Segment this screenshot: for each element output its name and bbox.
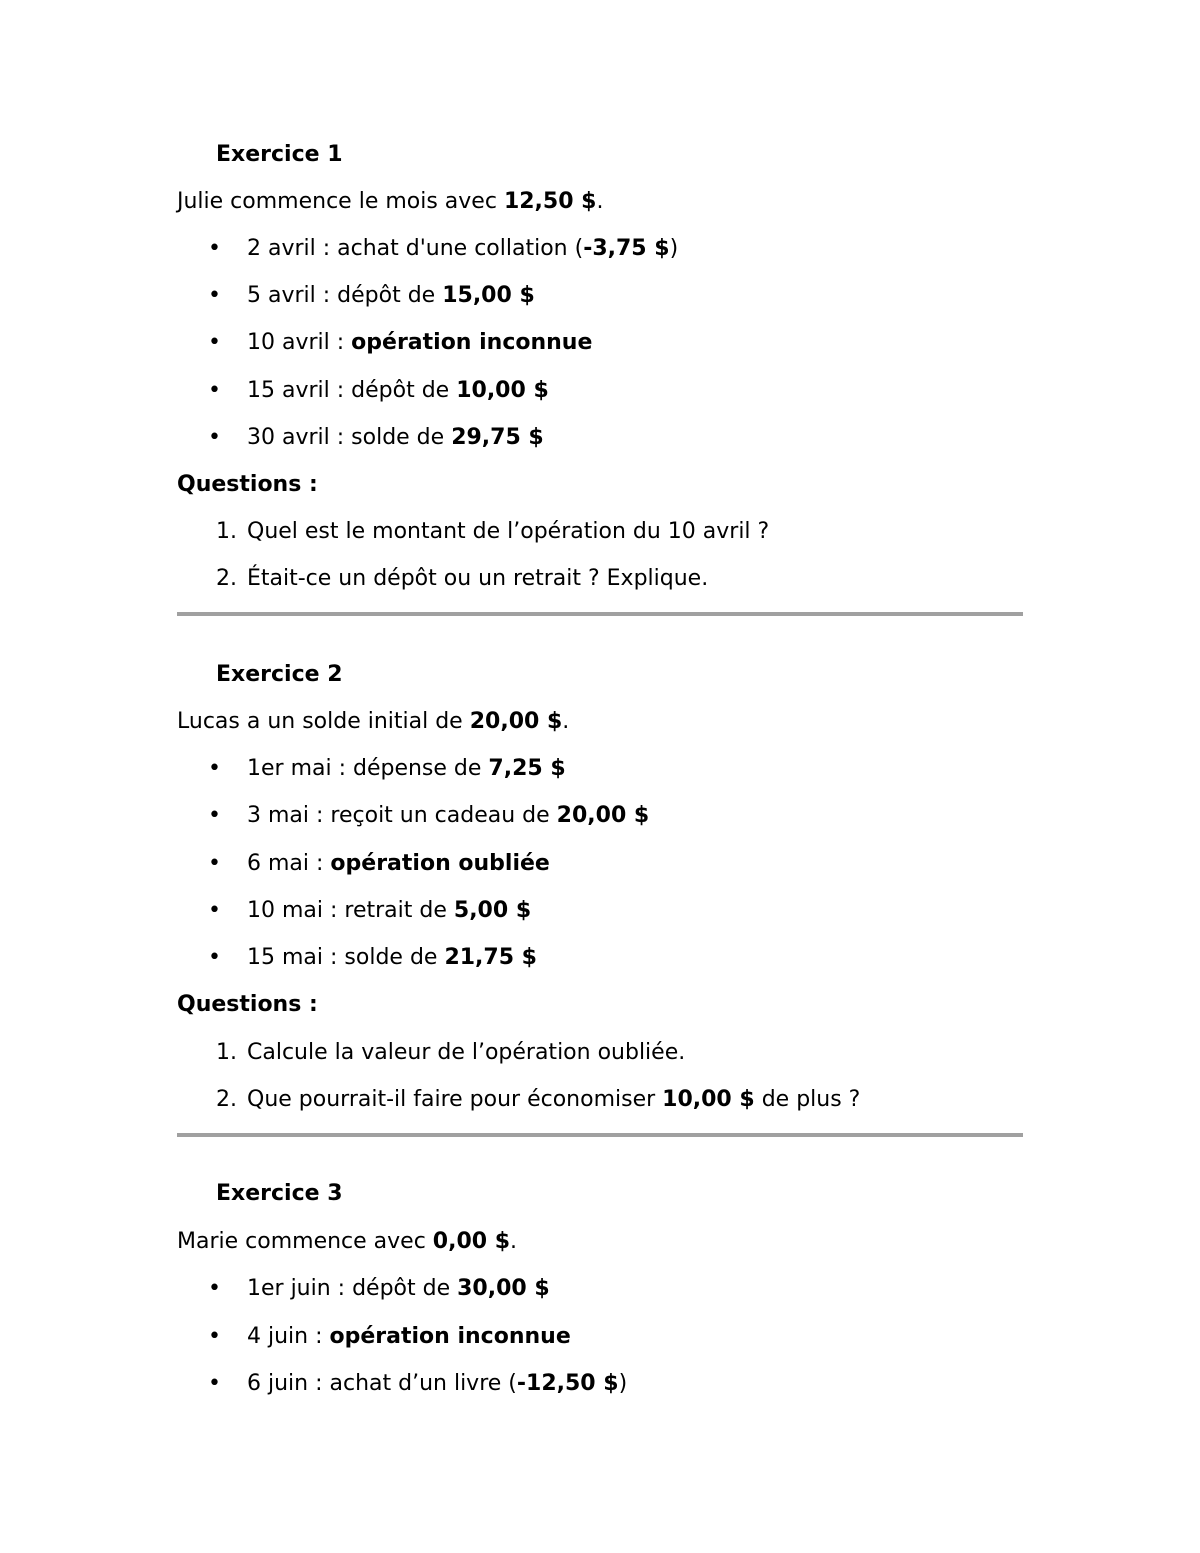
bullet-icon: • (208, 1324, 221, 1349)
intro-punct: . (510, 1229, 518, 1254)
questions-heading: Questions : (177, 472, 318, 497)
bullet-icon: • (208, 756, 221, 781)
bullet-icon: • (208, 898, 221, 923)
question-number: 1. (216, 1040, 237, 1065)
intro-amount: 0,00 $ (432, 1229, 511, 1254)
bullet-icon: • (208, 1371, 221, 1396)
exercise-intro (177, 1227, 517, 1257)
document-page: Exercice 1 Julie commence le mois avec 12,50 $. • 2 avril : achat d'une collation (-3,75 $) • 5 avril : dépôt de 15,00 $ • 10 avril : opération inconnue • 15 avril : dépôt de 10,00 $ • 30 avril : solde de 29,75 $ Questions : 1. Quel est le montant de l’opération du 10 avril ? 2. Était-ce un dépôt ou un retrait ? Explique. Exercice 2 Lucas a un solde initial de 20,00 $. • 1er mai : dépense de 7,25 $ • 3 mai : reçoit un cadeau de 20,00 $ • 6 mai : opération oubliée • 10 mai : retrait de 5,00 $ • 15 mai : solde de 21,75 $ Questions : 1. Calcule la valeur de l’opération oubliée. 2. Que pourrait-il faire pour économiser 10,00 $ de plus ? Exercice 3 Marie commence avec 0,00 $. • 1er juin : dépôt de 30,00 $ • 4 juin : opération inconnue • 6 juin : achat d’un livre (-12,50 $) (0, 0, 1200, 1553)
intro-text: Marie commence avec (177, 1229, 433, 1254)
horizontal-divider (177, 612, 1023, 616)
bullet-icon: • (208, 283, 221, 308)
bullet-icon: • (208, 330, 221, 355)
bullet-icon: • (208, 378, 221, 403)
horizontal-divider (177, 1133, 1023, 1137)
bullet-icon: • (208, 236, 221, 261)
intro-amount: 12,50 $ (503, 189, 597, 214)
intro-text: Lucas a un solde initial de (177, 709, 470, 734)
intro-text: Julie commence le mois avec (177, 189, 504, 214)
bullet-icon: • (208, 945, 221, 970)
bullet-icon: • (208, 1276, 221, 1301)
intro-punct: . (596, 189, 604, 214)
question-number: 2. (216, 566, 237, 591)
exercise-title: Exercice 2 (216, 662, 343, 687)
intro-amount: 20,00 $ (469, 709, 563, 734)
bullet-icon: • (208, 425, 221, 450)
bullet-icon: • (208, 803, 221, 828)
question-number: 2. (216, 1087, 237, 1112)
exercise-intro (177, 707, 569, 737)
exercise-title: Exercice 3 (216, 1181, 343, 1206)
questions-heading: Questions : (177, 992, 318, 1017)
exercise-title: Exercice 1 (216, 142, 343, 167)
bullet-icon: • (208, 851, 221, 876)
question-number: 1. (216, 519, 237, 544)
intro-punct: . (562, 709, 570, 734)
exercise-intro (177, 187, 604, 217)
